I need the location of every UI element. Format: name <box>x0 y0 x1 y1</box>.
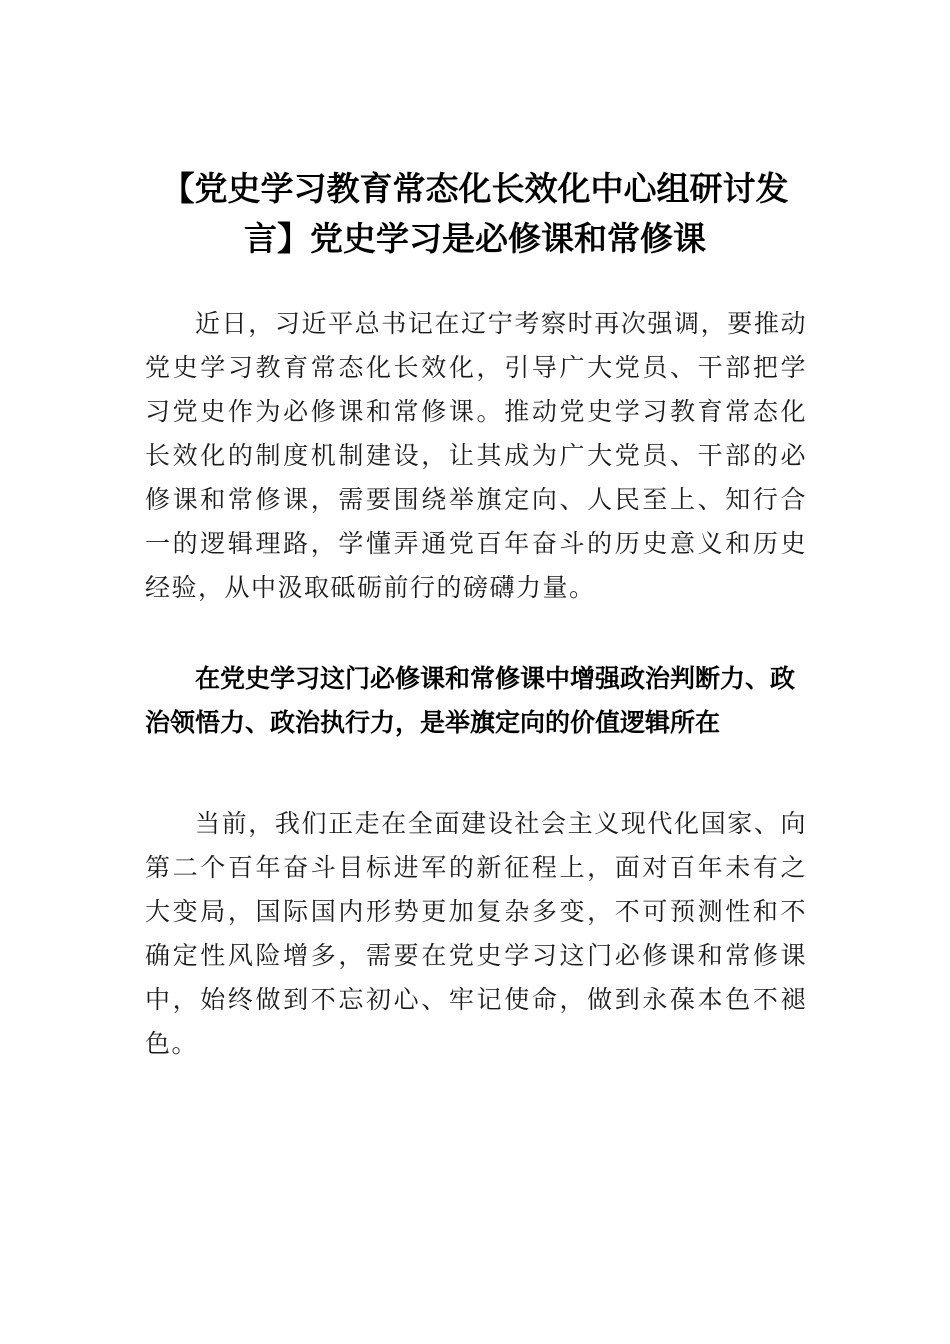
body-paragraph-1: 近日，习近平总书记在辽宁考察时再次强调，要推动党史学习教育常态化长效化，引导广大党员、干部把学习党史作为必修课和常修课。推动党史学习教育常态化长效化的制度机制建设，让其成为广大党员、干部的必修课和常修课，需要围绕举旗定向、人民至上、知行合一的逻辑理路，学懂弄通党百年奋斗的历史意义和历史经验，从中汲取砥砺前行的磅礴力量。 <box>145 309 807 602</box>
document-title: 【党史学习教育常态化长效化中心组研讨发言】党史学习是必修课和常修课 <box>161 169 789 258</box>
section-heading: 在党史学习这门必修课和常修课中增强政治判断力、政治领悟力、政治执行力，是举旗定向的价值逻辑所在 <box>145 664 796 737</box>
body-paragraph-2: 当前，我们正走在全面建设社会主义现代化国家、向第二个百年奋斗目标进军的新征程上，面对百年未有之大变局，国际国内形势更加复杂多变，不可预测性和不确定性风险增多，需要在党史学习这门必修课和常修课中，始终做到不忘初心、牢记使命，做到永葆本色不褪色。 <box>145 809 807 1058</box>
